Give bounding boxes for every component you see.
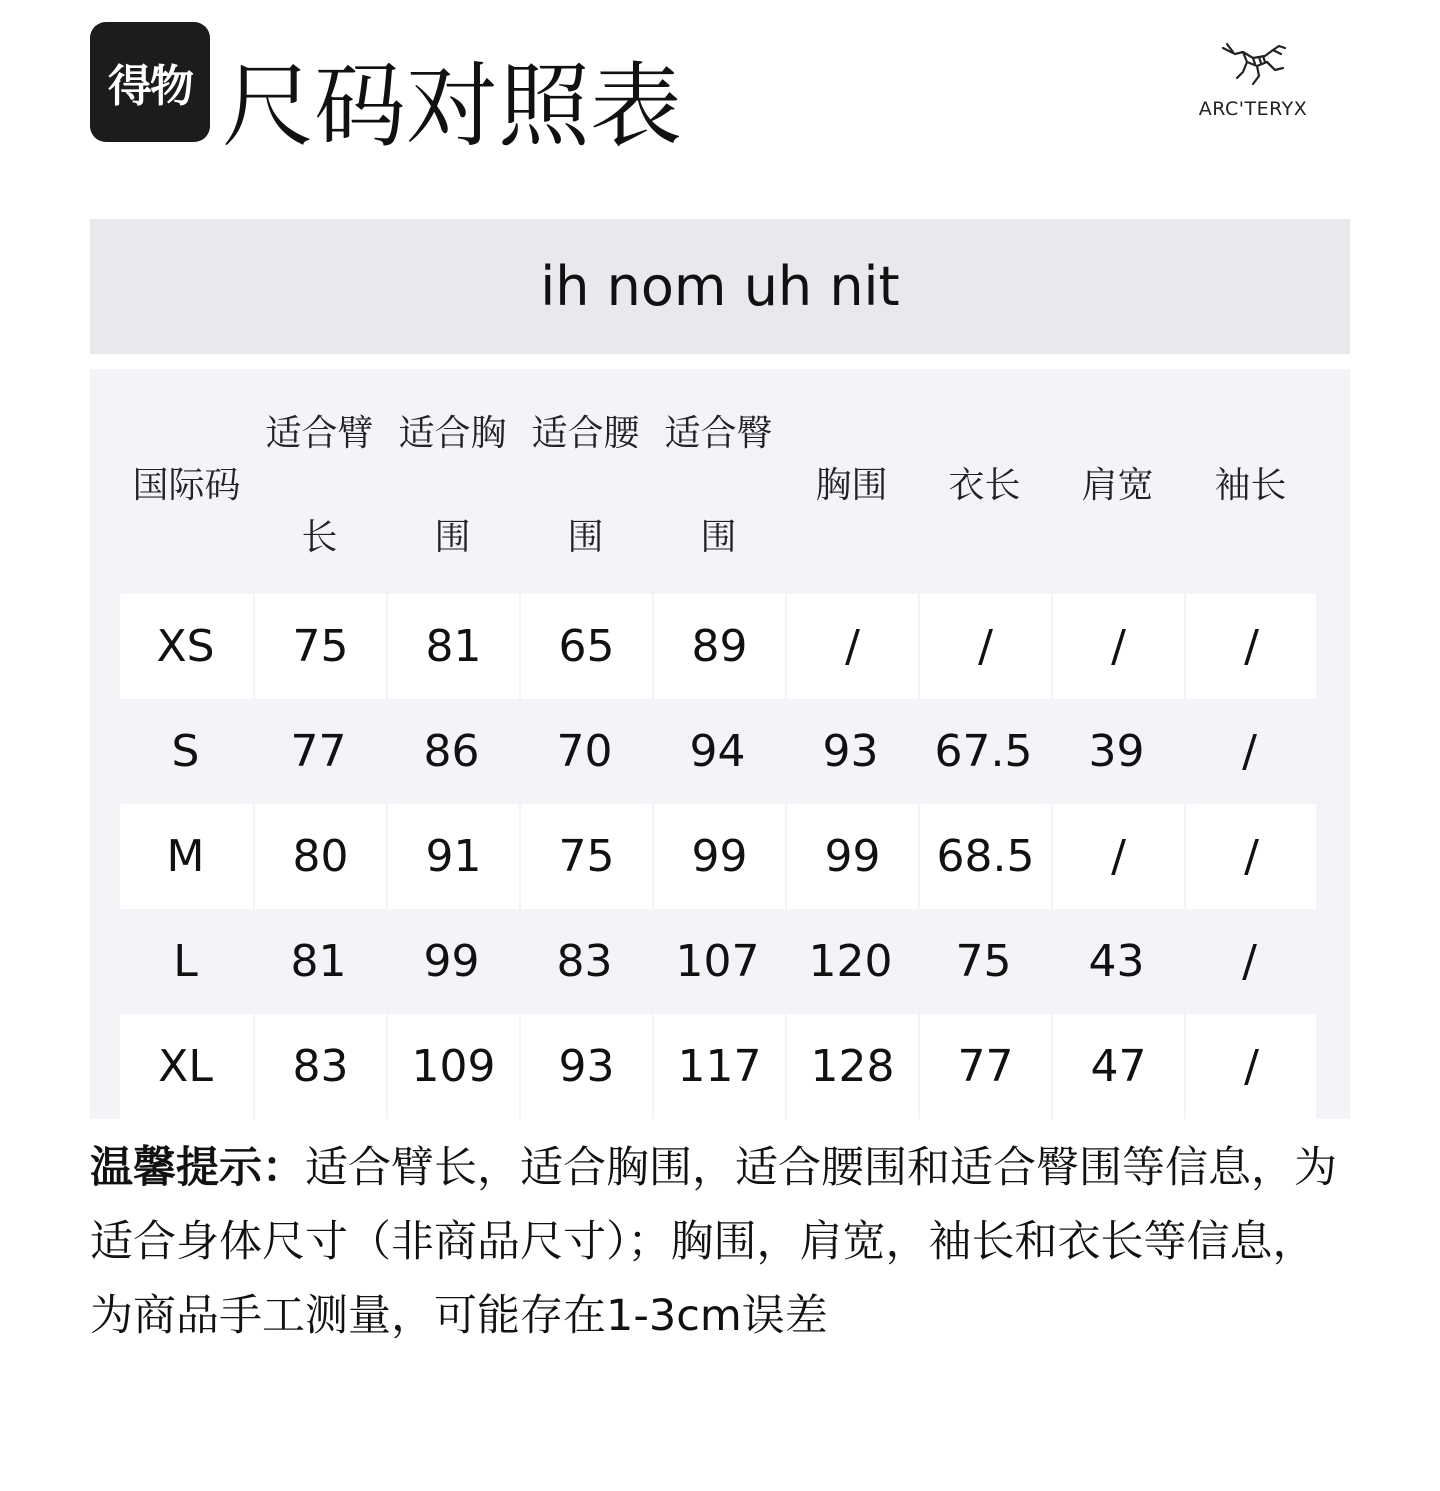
column-header-label: 适合臀 — [664, 413, 773, 454]
column-header-shoulder — [1051, 389, 1184, 579]
table-cell: 65 — [519, 594, 652, 699]
table-cell: / — [1051, 804, 1184, 909]
table-cell: 117 — [652, 1014, 785, 1119]
column-header-arm-length — [253, 389, 386, 579]
table-cell: 128 — [785, 1014, 918, 1119]
table-cell: 70 — [556, 726, 613, 777]
archaeopteryx-fossil-icon — [1213, 40, 1293, 92]
column-header-sleeve — [1184, 389, 1317, 579]
table-cell: 75 — [519, 804, 652, 909]
brand-logo — [1186, 40, 1320, 126]
column-header-fit-chest — [386, 389, 519, 579]
column-header-fit-waist — [519, 389, 652, 579]
table-cell: 81 — [290, 936, 347, 987]
column-header-label: 国际码 — [132, 465, 241, 506]
table-cell: S — [171, 726, 200, 777]
table-cell: 94 — [689, 726, 746, 777]
table-cell: 120 — [808, 936, 893, 987]
column-header-length — [918, 389, 1051, 579]
column-header-label: 适合臂 — [265, 413, 374, 454]
table-cell: / — [918, 594, 1051, 699]
table-cell: 68.5 — [918, 804, 1051, 909]
column-header-label: 肩宽 — [1081, 465, 1154, 506]
table-row — [120, 594, 1316, 699]
table-cell: 47 — [1051, 1014, 1184, 1119]
column-header-size — [120, 389, 253, 579]
brand-badge-text: 得物 — [108, 61, 192, 112]
size-note — [90, 1131, 1352, 1353]
table-cell: / — [1184, 594, 1317, 699]
table-cell: L — [173, 936, 198, 987]
table-cell: 107 — [675, 936, 760, 987]
table-cell: 77 — [290, 726, 347, 777]
column-header-label-line2: 围 — [567, 517, 604, 558]
table-cell: / — [1242, 936, 1257, 987]
column-header-chest — [785, 389, 918, 579]
table-cell: 86 — [423, 726, 480, 777]
table-cell: 43 — [1088, 936, 1145, 987]
table-cell: 83 — [253, 1014, 386, 1119]
table-cell: XS — [156, 621, 215, 672]
table-cell: M — [166, 831, 205, 882]
note-text: 适合臂长，适合胸围，适合腰围和适合臀围等信息，为适合身体尺寸（非商品尺寸）；胸围，肩宽，袖长和衣长等信息，为商品手工测量，可能存在1-3cm误差 — [90, 1143, 1337, 1341]
table-cell: 99 — [652, 804, 785, 909]
table-cell: XL — [158, 1041, 213, 1092]
column-header-fit-hip — [652, 389, 785, 579]
table-cell: / — [1051, 594, 1184, 699]
table-cell: 77 — [918, 1014, 1051, 1119]
column-header-label: 袖长 — [1214, 465, 1287, 506]
table-cell: 39 — [1088, 726, 1145, 777]
column-header-label: 适合胸 — [398, 413, 507, 454]
table-cell: 67.5 — [934, 726, 1033, 777]
table-cell: 81 — [386, 594, 519, 699]
table-cell: / — [1184, 804, 1317, 909]
table-cell: 93 — [822, 726, 879, 777]
table-cell: / — [785, 594, 918, 699]
table-cell: 80 — [253, 804, 386, 909]
table-row — [120, 909, 1316, 1014]
table-cell: / — [1184, 1014, 1317, 1119]
table-row — [120, 1014, 1316, 1119]
note-prefix: 温馨提示： — [90, 1143, 305, 1193]
page-title: 尺码对照表 — [222, 53, 683, 160]
table-row — [120, 699, 1316, 804]
column-header-label: 适合腰 — [531, 413, 640, 454]
table-row — [120, 804, 1316, 909]
column-header-label: 胸围 — [815, 465, 888, 506]
size-table — [90, 369, 1350, 1119]
table-cell: 93 — [519, 1014, 652, 1119]
table-cell: 109 — [386, 1014, 519, 1119]
table-cell: 91 — [386, 804, 519, 909]
table-cell: 75 — [253, 594, 386, 699]
table-cell: 75 — [955, 936, 1012, 987]
product-name: ih nom uh nit — [540, 255, 900, 318]
table-cell: 99 — [423, 936, 480, 987]
column-header-label-line2: 长 — [301, 517, 338, 558]
column-header-label-line2: 围 — [700, 517, 737, 558]
column-header-label-line2: 围 — [434, 517, 471, 558]
column-header-label: 衣长 — [948, 465, 1021, 506]
table-cell: 99 — [785, 804, 918, 909]
brand-logo-text: ARC'TERYX — [1198, 98, 1308, 120]
table-cell: / — [1242, 726, 1257, 777]
table-cell: 89 — [652, 594, 785, 699]
product-band — [90, 219, 1350, 354]
brand-badge — [90, 22, 210, 142]
table-cell: 83 — [556, 936, 613, 987]
